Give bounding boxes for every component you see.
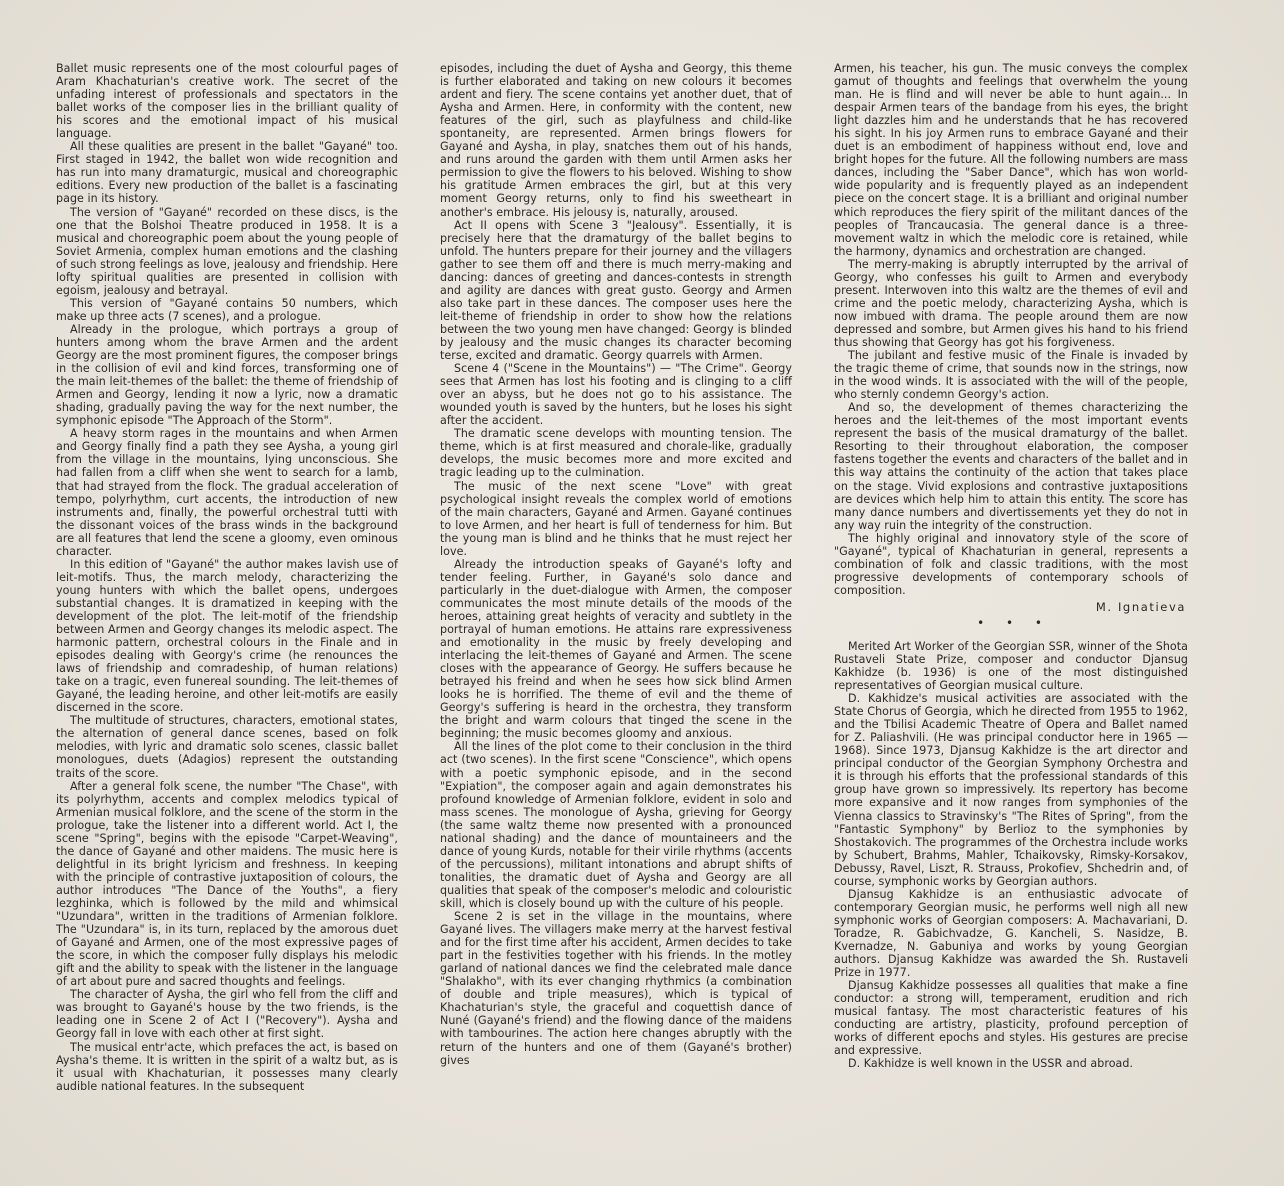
paragraph: The merry-making is abruptly interrupted by the arrival of Georgy, who confesses his guilt to Armen and everybody present. Interwoven into this waltz are the themes of evil and crime and the poetic melody, characterizing Aysha, which is now imbued with drama. The people around them are now depressed and sombre, but Armen gives his hand to his friend thus showing that Georgy has got his forgiveness. (834, 257, 1188, 349)
paragraph: All the lines of the plot come to their conclusion in the third act (two scenes). In the first scene "Conscience", which opens with a poetic symphonic episode, and in the second "Expiation", the composer again and again demonstrates his profound knowledge of Armenian folklore, evident in solo and mass scenes. The monologue of Aysha, grieving for Georgy (the same waltz theme now presented with a pronounced national shading) and the dance of mountaineers and the dance of young Kurds, notable for their virile rhythms (accents of the percussions), militant intonations and abrupt shifts of tonalities, the dramatic duet of Aysha and Georgy are all qualities that speak of the composer's melodic and colouristic skill, which is closely bound up with the culture of his people. (440, 740, 792, 910)
paragraph: A heavy storm rages in the mountains and when Armen and Georgy finally find a path they see Aysha, a young girl from the village in the mountains, lying unconscious. She had fallen from a cliff when she went to search for a lamb, that had strayed from the flock. The gradual acceleration of tempo, polyrhythm, curt accents, the introduction of new instruments and, finally, the powerful orchestral tutti with the dissonant voices of the brass winds in the background are all features that lend the scene a gloomy, even ominous character. (56, 427, 398, 558)
paragraph: D. Kakhidze's musical activities are associated with the State Chorus of Georgia, which he directed from 1955 to 1962, and the Tbilisi Academic Theatre of Opera and Ballet named for Z. Paliashvili. (He was principal conductor here in 1965 — 1968). Since 1973, Djansug Kakhidze is the art director and principal conductor of the Georgian Symphony Orchestra and it is through his efforts that the professional standards of this group have grown so impressively. Its repertory has become more expansive and it now ranges from symphonies of the Vienna classics to Stravinsky's "The Rites of Spring", from the "Fantastic Symphony" by Berlioz to the symphonies by Shostakovich. The programmes of the Orchestra include works by Schubert, Brahms, Mahler, Tchaikovsky, Rimsky-Korsakov, Debussy, Ravel, Liszt, R. Strauss, Prokofiev, Shchedrin and, of course, symphonic works by Georgian authors. (834, 692, 1188, 888)
paragraph: And so, the development of themes characterizing the heroes and the leit-themes of the most important events represent the basis of the musical dramaturgy of the ballet. Resorting to their throughout elaboration, the composer fastens together the events and characters of the ballet and in this way attains the continuity of the action that takes place on the stage. Vivid explosions and contrastive juxtapositions are devices which help him to attain this entity. The score has many dance numbers and divertissements yet they do not in any way ruin the integrity of the construction. (834, 401, 1188, 532)
paragraph: Djansug Kakhidze is an enthusiastic advocate of contemporary Georgian music, he performs well nigh all new symphonic works of Georgian composers: A. Machavariani, D. Toradze, R. Gabichvadze, G. Kancheli, S. Nasidze, B. Kvernadze, N. Gabuniya and works by young Georgian authors. Djansug Kakhidze was awarded the Sh. Rustaveli Prize in 1977. (834, 887, 1188, 980)
paragraph: In this edition of "Gayané" the author makes lavish use of leit-motifs. Thus, the march melody, characterizing the young hunters with which the ballet opens, undergoes substantial changes. It is dramatized in keeping with the development of the plot. The leit-motif of the friendship between Armen and Georgy changes its melodic aspect. The harmonic pattern, orchestral colours in the Finale and in episodes dealing with Georgy's crime (he renounces the laws of friendship and comradeship, of human relations) take on a tragic, even funereal sounding. The leit-themes of Gayané, the leading heroine, and other leit-motifs are easily discerned in the score. (56, 557, 398, 715)
paragraph: D. Kakhidze is well known in the USSR and abroad. (848, 1057, 1134, 1071)
paragraph: The dramatic scene develops with mounting tension. The theme, which is at first measured and chorale-like, gradually develops, the music becomes more and more excited and tragic leading up to the culmination. (440, 427, 792, 480)
paragraph: Djansug Kakhidze possesses all qualities that make a fine conductor: a strong will, temperament, erudition and rich musical fantasy. The most characteristic features of his conducting are artistry, plasticity, profound perception of works of different epochs and styles. His gestures are precise and expressive. (834, 979, 1188, 1058)
paragraph: Already the introduction speaks of Gayané's lofty and tender feeling. Further, in Gayané's solo dance and particularly in the duet-dialogue with Armen, the composer communicates the most minute details of the moods of the heroes, attaining great heights of veracity and subtlety in the portrayal of human emotions. He attains rare expressiveness and emotionality in the music by freely developing and interlacing the leit-themes of Gayané and Armen. The scene closes with the appearance of Georgy. He suffers because he betrayed his freind and when he sees how sick blind Armen looks he is horrified. The theme of evil and the theme of Georgy's suffering is heard in the orchestra, they transform the bright and warm colours that tinged the scene in the beginning; the music becomes gloomy and anxious. (440, 557, 792, 741)
paragraph: This version of "Gayané contains 50 numbers, which make up three acts (7 scenes), and a prologue. (56, 296, 398, 323)
paragraph: Merited Art Worker of the Georgian SSR, winner of the Shota Rustaveli State Prize, composer and conductor Djansug Kakhidze (b. 1936) is one of the most distinguished representatives of Georgian musical culture. (834, 639, 1188, 693)
paragraph: Scene 2 is set in the village in the mountains, where Gayané lives. The villagers make merry at the harvest festival and for the first time after his accident, Armen decides to take part in the festivities together with his friends. In the motley garland of national dances we find the celebrated male dance "Shalakho", with its ever changing rhythmics (a combination of double and triple measures), which is typical of Khachaturian's style, the graceful and coquettish dance of Nuné (Gayané's friend) and the flowing dance of the maidens with tambourines. The action here changes abruptly with the return of the hunters and one of them (Gayané's brother) gives (440, 910, 792, 1067)
column-3 (834, 62, 1188, 1093)
text-columns (56, 62, 1204, 1093)
paragraph: Armen, his teacher, his gun. The music conveys the complex gamut of thoughts and feelings that overwhelm the young man. He is flind and will never be able to hunt again... In despair Armen tears of the bandage from his eyes, the bright light dazzles him and he understands that he has recovered his sight. In his joy Armen runs to embrace Gayané and their duet is an embodiment of happiness without end, love and bright hopes for the future. All the following numbers are mass dances, including the "Saber Dance", which has won world-wide popularity and is frequently played as an independent piece on the concert stage. It is a brilliant and original number which reproduces the fiery spirit of the militant dances of the peoples of Trancaucasia. The general dance is a three-movement waltz in which the melodic core is retained, while the harmony, dynamics and orchestration are changed. (834, 62, 1188, 258)
paragraph: The music of the next scene "Love" with great psychological insight reveals the complex world of emotions of the main characters, Gayané and Armen. Gayané continues to love Armen, and her heart is full of tenderness for him. But the young man is blind and he thinks that he must reject her love. (440, 479, 792, 558)
paragraph: After a general folk scene, the number "The Chase", with its polyrhythm, accents and complex melodics typical of Armenian musical folklore, and the scene of the storm in the prologue, take the listener into a different world. Act I, the scene "Spring", begins with the episode "Carpet-Weaving", the dance of Gayané and other maidens. The music here is delightful in its bright lyricism and freshness. In keeping with the principle of contrastive juxtaposition of colours, the author introduces "The Dance of the Youths", a fiery lezghinka, which is followed by the mild and whimsical "Uzundara", written in the traditions of Armenian folklore. The "Uzundara" is, in its turn, replaced by the amorous duet of Gayané and Armen, one of the most expressive pages of the score, in which the composer fully displays his melodic gift and the ability to speak with the listener in the language of art about pure and sacred thoughts and feelings. (56, 779, 398, 989)
paragraph: Already in the prologue, which portrays a group of hunters among whom the brave Armen and the ardent Georgy are the most prominent figures, the composer brings in the collision of evil and kind forces, transforming one of the main leit-themes of the ballet: the theme of friendship of Armen and Georgy, lending it now a lyric, now a dramatic shading, gradually paving the way for the next number, the symphonic episode "The Approach of the Storm". (56, 322, 398, 428)
paragraph: Scene 4 ("Scene in the Mountains") — "The Crime". Georgy sees that Armen has lost his footing and is clinging to a cliff over an abyss, but he does not go to his assistance. The wounded youth is saved by the hunters, but he loses his sight after the accident. (440, 362, 792, 428)
paragraph: Act II opens with Scene 3 "Jealousy". Essentially, it is precisely here that the dramaturgy of the ballet begins to unfold. The hunters prepare for their journey and the villagers gather to see them off and there is much merry-making and dancing: dances of greeting and dances-contests in strength and agility are dances with great gusto. Georgy and Armen also take part in these dances. The composer uses here the leit-theme of friendship in order to show how the relations between the two young men have changed: Georgy is blinded by jealousy and the music changes its character becoming terse, excited and dramatic. Georgy quarrels with Armen. (440, 218, 792, 363)
paragraph: The character of Aysha, the girl who fell from the cliff and was brought to Gayané's house by the two friends, is the leading one in Scene 2 of Act I ("Recovery"). Aysha and Georgy fall in love with each other at first sight. (56, 988, 398, 1041)
column-1 (56, 62, 398, 1093)
author-signature: M. Ignatieva (1095, 599, 1186, 614)
paragraph: The version of "Gayané" recorded on these discs, is the one that the Bolshoi Theatre produced in 1958. It is a musical and choreographic poem about the young people of Soviet Armenia, complex human emotions and the clashing of such strong feelings as love, jealousy and friendship. Here lofty spiritual qualities are presented in collision with egoism, jealousy and betrayal. (56, 205, 398, 297)
paragraph: The highly original and innovatory style of the score of "Gayané", typical of Khachaturian in general, represents a combination of folk and classic traditions, with the most progressive developments of contemporary schools of composition. (834, 531, 1188, 597)
paragraph: All these qualities are present in the ballet "Gayané" too. First staged in 1942, the ballet won wide recognition and has run into many dramaturgic, musical and choreographic editions. Every new production of the ballet is a fascinating page in its history. (56, 140, 398, 206)
paragraph: Ballet music represents one of the most colourful pages of Aram Khachaturian's creative work. The secret of the unfading interest of professionals and spectators in the ballet works of the composer lies in the brilliant quality of his scores and the emotional impact of his musical language. (56, 62, 398, 141)
paragraph: The multitude of structures, characters, emotional states, the alternation of general dance scenes, based on folk melodies, with lyric and dramatic solo scenes, classic ballet monologues, duets (Adagios) represent the outstanding traits of the score. (56, 714, 398, 780)
paragraph: The jubilant and festive music of the Finale is invaded by the tragic theme of crime, that sounds now in the strings, now in the wood winds. It is associated with the will of the people, who sternly condemn Georgy's action. (834, 349, 1188, 402)
paragraph: The musical entr'acte, which prefaces the act, is based on Aysha's theme. It is written in the spirit of a waltz but, as is it usual with Khachaturian, it possesses many clearly audible national features. In the subsequent (56, 1040, 398, 1093)
paragraph: episodes, including the duet of Aysha and Georgy, this theme is further elaborated and taking on new colours it becomes ardent and fiery. The scene contains yet another duet, that of Aysha and Armen. Here, in conformity with the content, new features of the girl, such as playfulness and child-like spontaneity, are represented. Armen brings flowers for Gayané and Aysha, in play, snatches them out of his hands, and runs around the garden with them until Armen asks her permission to give the flowers to his beloved. Wishing to show his gratitude Armen embraces the girl, but at this very moment Georgy returns, only to find his sweetheart in another's embrace. His jelousy is, naturally, aroused. (440, 62, 792, 219)
column-2 (440, 62, 792, 1093)
section-separator: • • • (977, 615, 1051, 630)
